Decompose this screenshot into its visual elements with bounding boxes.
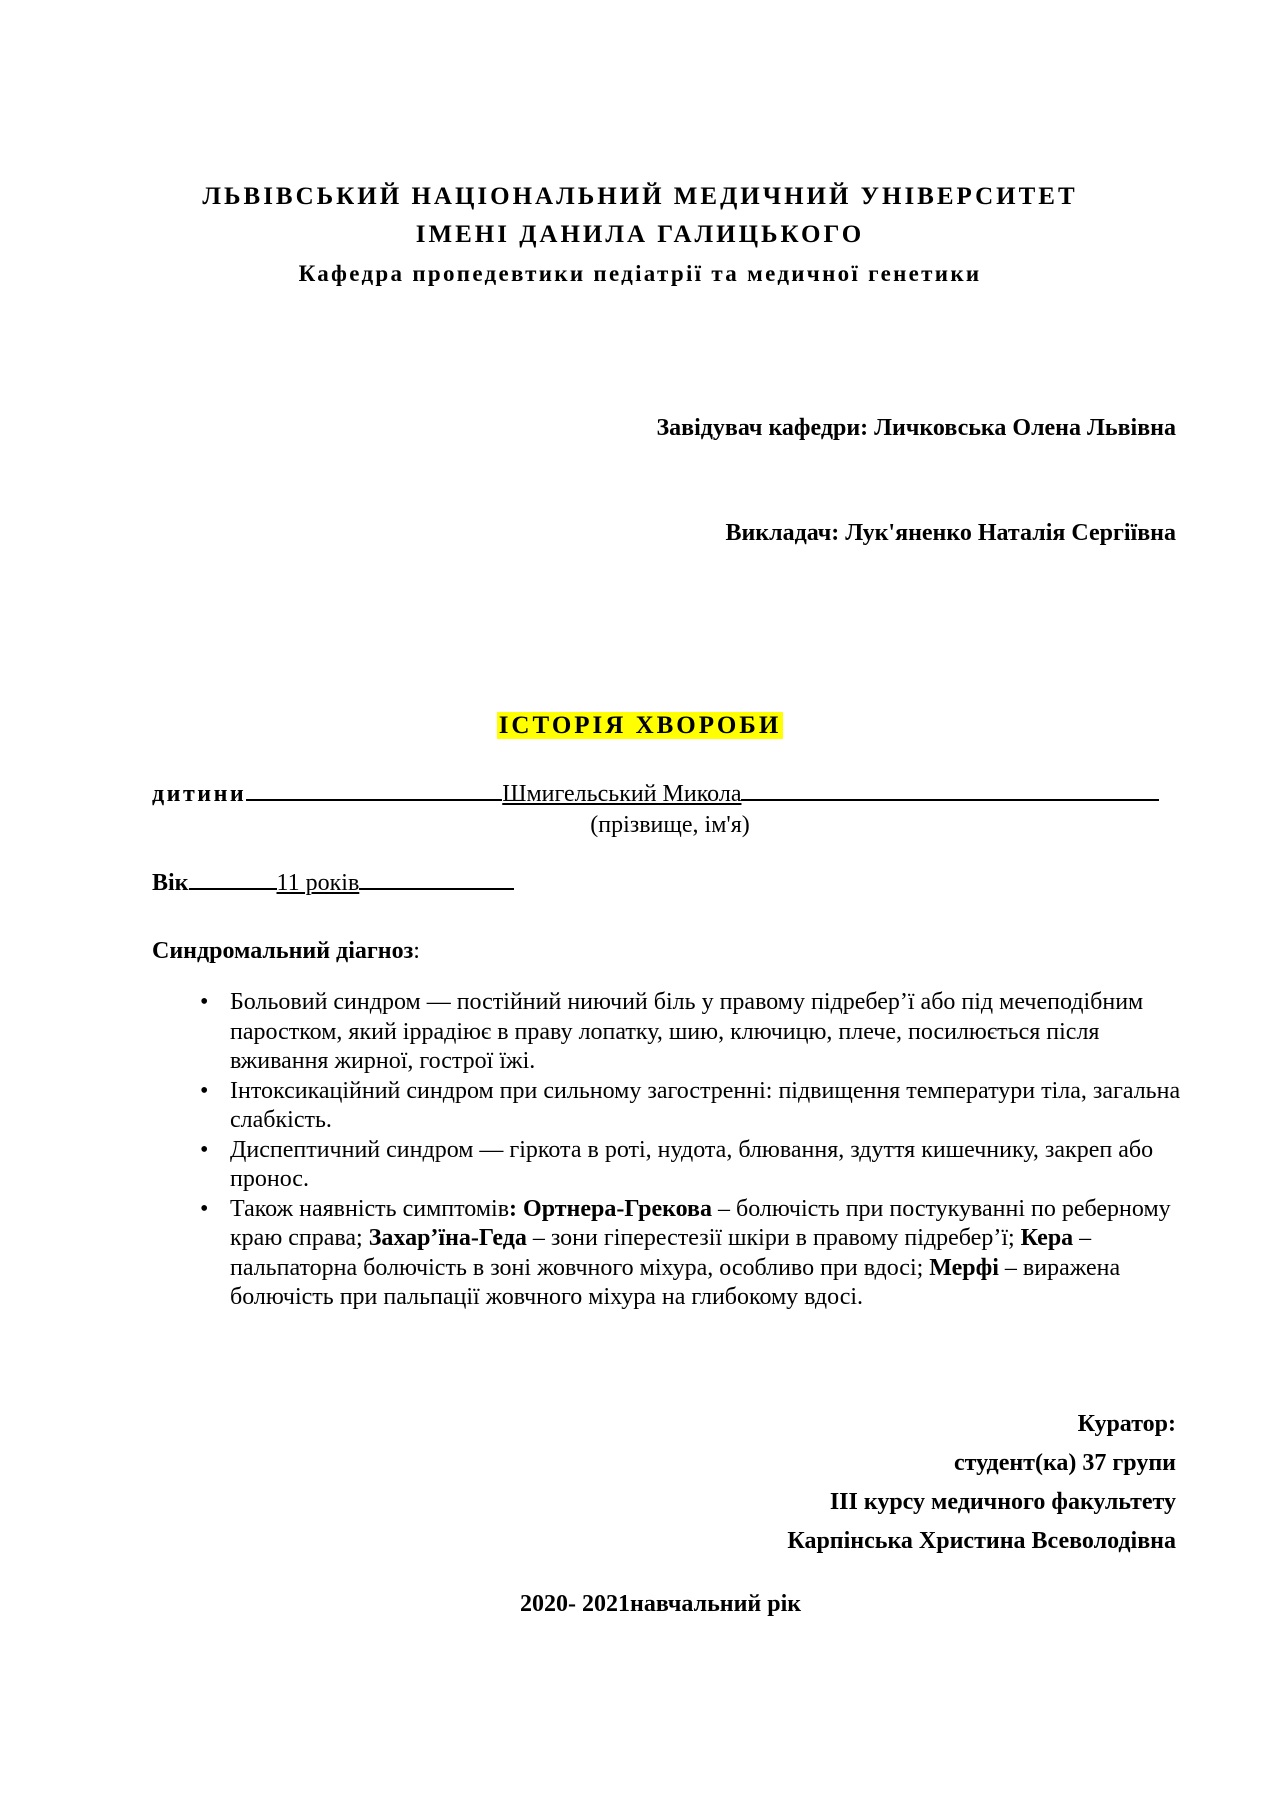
curator-name: Карпінська Христина Всеволодівна: [787, 1528, 1176, 1554]
diagnosis-label: Синдромальний діагноз: [152, 938, 414, 964]
document-title: ІСТОРІЯ ХВОРОБИ: [498, 712, 782, 739]
symptom-murphy-desc: – виражена болючість при пальпації жовчного міхура на глибокому вдосі.: [230, 1254, 1121, 1310]
symptoms-colon: :: [509, 1195, 518, 1222]
academic-year: 2020- 2021навчальний рік: [520, 1591, 802, 1617]
symptom-murphy-name: Мерфі: [929, 1254, 999, 1281]
symptom-zakharin-name: Захар’їна-Геда: [368, 1225, 527, 1251]
list-item: [200, 1136, 1190, 1195]
head-of-department: [656, 415, 1176, 442]
bullet-icon: •: [200, 989, 209, 1015]
diagnosis-colon: :: [413, 938, 420, 964]
patient-name: Шмигельський Микола: [502, 781, 742, 807]
list-item: [200, 1195, 1190, 1313]
age-label: Вік: [152, 870, 189, 896]
teacher: [725, 520, 1176, 547]
head-of-department-label: Завідувач кафедри:: [656, 415, 869, 441]
child-label: дитини: [152, 781, 247, 807]
document-title-wrap: [0, 712, 1280, 740]
curator-course: ІІІ курсу медичного факультету: [829, 1489, 1176, 1515]
bullet-icon: •: [200, 1077, 209, 1104]
age-fill-line-right: [359, 888, 514, 890]
department-name: Кафедра пропедевтики педіатрії та медичної генетики: [298, 261, 982, 286]
syndrome-list: [200, 988, 1190, 1313]
list-item: [200, 1077, 1190, 1136]
age-line: [152, 870, 514, 897]
patient-name-line: [152, 781, 1188, 808]
symptom-ortner-desc: – болючість при постукуванні по реберному краю справа;: [230, 1195, 1171, 1251]
age-value: 11 років: [276, 870, 360, 896]
curator-group: студент(ка) 37 групи: [953, 1450, 1176, 1476]
syndrome-text: Інтоксикаційний синдром при сильному загостренні: підвищення температури тіла, загальна слабкість.: [230, 1077, 1181, 1133]
name-fill-line-left: [246, 799, 502, 801]
symptom-ker-desc: – пальпаторна болючість в зоні жовчного міхура, особливо при вдосі;: [230, 1225, 1092, 1281]
bullet-icon: •: [200, 1195, 209, 1222]
symptoms-intro: Також наявність симптомів: [230, 1195, 510, 1222]
syndrome-text: Диспептичний синдром — гіркота в роті, нудота, блювання, здуття кишечнику, закреп або пронос.: [230, 1136, 1154, 1192]
symptom-ker-name: Кера: [1020, 1225, 1074, 1251]
teacher-name: Лук'яненко Наталія Сергіївна: [845, 520, 1176, 546]
symptoms-text: [230, 1196, 1171, 1311]
symptom-zakharin-desc: – зони гіперестезії шкіри в правому підребер’ї;: [526, 1225, 1021, 1251]
curator-label: Куратор:: [1077, 1411, 1176, 1437]
list-item: [200, 988, 1190, 1077]
university-name-line2: ІМЕНІ ДАНИЛА ГАЛИЦЬКОГО: [415, 221, 865, 248]
name-fill-line-right: [741, 799, 1159, 801]
patient-name-caption: (прізвище, ім'я): [590, 812, 750, 838]
head-of-department-name: Личковська Олена Львівна: [874, 415, 1176, 441]
diagnosis-heading: [152, 938, 420, 965]
university-name-line1: ЛЬВІВСЬКИЙ НАЦІОНАЛЬНИЙ МЕДИЧНИЙ УНІВЕРСИТЕТ: [202, 183, 1078, 210]
syndrome-text: Больовий синдром — постійний ниючий біль у правому підребер’ї або під мечеподібним паростком, який іррадіює в праву лопатку, шию, ключицю, плече, посилюється після вживання жирної, гострої їжі.: [230, 989, 1144, 1074]
bullet-icon: •: [200, 1136, 209, 1163]
symptom-ortner-name: Ортнера-Грекова: [523, 1195, 712, 1222]
age-fill-line-left: [189, 888, 277, 890]
teacher-label: Викладач:: [725, 520, 840, 546]
